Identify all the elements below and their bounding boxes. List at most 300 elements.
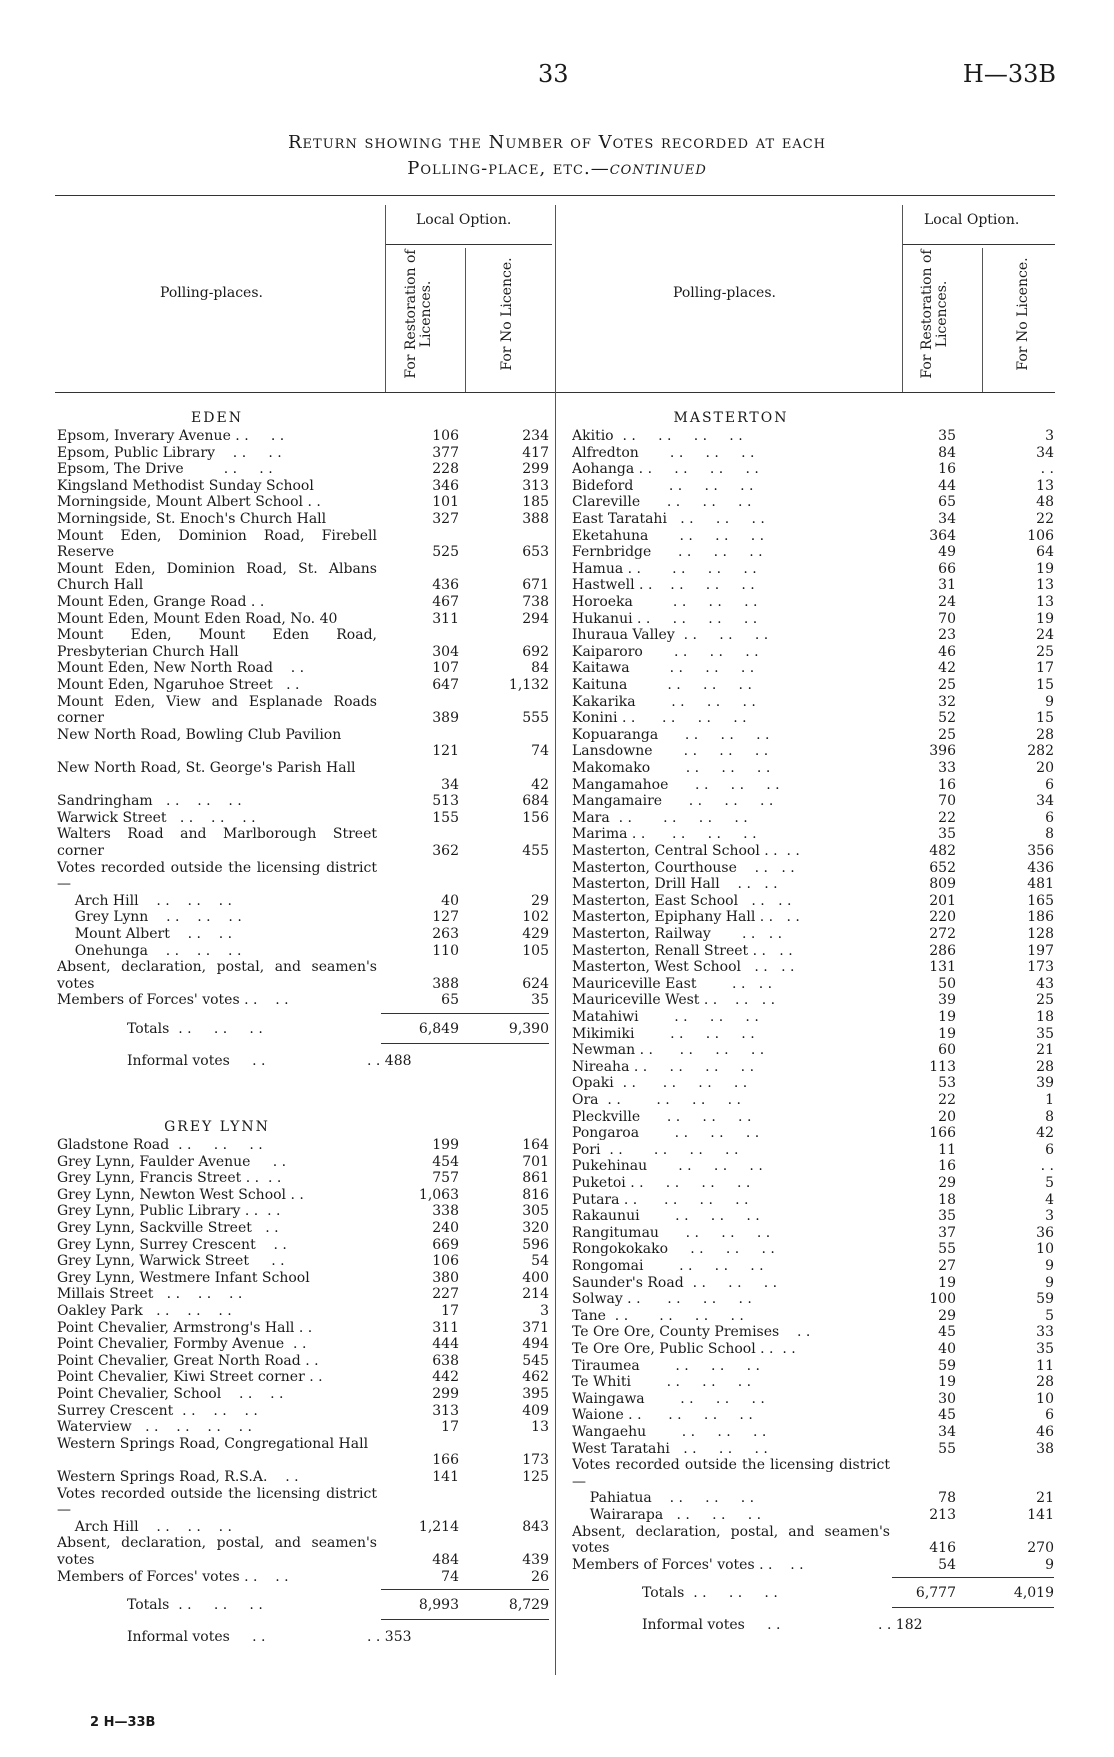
polling-place-name: Votes recorded outside the licensing district— (57, 1485, 377, 1519)
restoration-votes: 22 (938, 1092, 956, 1108)
polling-place-name: Grey Lynn, Faulder Avenue . . (57, 1153, 287, 1170)
polling-place-name: Sandringham . . . . . . (57, 793, 242, 810)
restoration-votes: 311 (432, 610, 459, 627)
polling-place-name: West Taratahi . . . . . . (572, 1440, 768, 1457)
restoration-votes: 32 (938, 693, 956, 710)
no-licence-votes: 861 (522, 1170, 549, 1187)
no-licence-votes: 3 (1045, 1208, 1054, 1225)
totals-bottom-rule (381, 1619, 549, 1620)
restoration-votes: 20 (938, 1108, 956, 1125)
no-licence-votes: 409 (522, 1402, 549, 1419)
no-licence-votes: 9 (1045, 693, 1054, 710)
no-licence-votes: 320 (522, 1220, 549, 1236)
polling-place-name: Waingawa . . . . . . (572, 1390, 765, 1407)
polling-place-name: Lansdowne . . . . . . (572, 743, 769, 760)
polling-place-name: Surrey Crescent . . . . . . (57, 1402, 258, 1419)
restoration-votes: 444 (432, 1336, 459, 1353)
informal-votes-label: Informal votes . . (642, 1617, 781, 1634)
restoration-votes: 220 (929, 909, 956, 926)
no-licence-votes: 19 (1036, 610, 1054, 627)
no-licence-votes: 684 (522, 793, 549, 810)
totals-restoration: 8,993 (418, 1597, 459, 1614)
polling-place-name: Te Ore Ore, Public School . . . . (572, 1341, 796, 1357)
no-licence-votes: 17 (1036, 660, 1054, 677)
right-col-divider-1 (902, 205, 903, 392)
no-licence-votes: 42 (1036, 1125, 1054, 1142)
polling-place-name: Oakley Park . . . . . . (57, 1303, 232, 1319)
polling-place-name: Votes recorded outside the licensing district— (572, 1457, 890, 1490)
no-licence-votes: 46 (1036, 1424, 1054, 1440)
restoration-votes: 18 (938, 1191, 956, 1208)
restoration-votes: 70 (938, 793, 956, 810)
restoration-votes: 30 (938, 1390, 956, 1407)
no-licence-votes: 455 (522, 842, 549, 859)
polling-place-name: Grey Lynn, Sackville Street . . (57, 1220, 279, 1236)
polling-place-name: Clareville . . . . . . (572, 494, 752, 511)
restoration-votes: 35 (938, 826, 956, 843)
no-licence-votes: 5 (1045, 1175, 1054, 1191)
polling-place-name: Point Chevalier, School . . . . (57, 1386, 284, 1402)
no-licence-votes: 313 (522, 477, 549, 494)
left-col-divider-1 (385, 205, 386, 392)
restoration-votes: 49 (938, 544, 956, 561)
polling-place-name: Grey Lynn, Francis Street . . . . (57, 1170, 282, 1187)
polling-place-name: Masterton, Renall Street . . . . (572, 942, 793, 959)
restoration-votes: 101 (432, 494, 459, 511)
polling-place-name: Mount Eden, Dominion Road, Firebell Reserve (57, 527, 377, 561)
no-licence-votes: 5 (1045, 1307, 1054, 1324)
restoration-votes: 70 (938, 610, 956, 627)
polling-place-name: Puketoi . . . . . . . . (572, 1175, 751, 1191)
totals-rule (381, 1589, 549, 1590)
polling-place-name: Mauriceville East . . . . (572, 975, 773, 992)
left-polling-places-header: Polling-places. (160, 285, 263, 301)
polling-place-name: Point Chevalier, Great North Road . . (57, 1352, 319, 1369)
restoration-votes: 484 (432, 1551, 459, 1568)
no-licence-votes: 6 (1045, 1407, 1054, 1424)
polling-place-name: Makomako . . . . . . (572, 760, 771, 776)
no-licence-votes: 165 (1027, 892, 1054, 909)
no-licence-votes: 10 (1036, 1241, 1054, 1258)
no-licence-votes: 692 (522, 643, 549, 660)
restoration-votes: 525 (432, 544, 459, 561)
restoration-votes: 100 (929, 1291, 956, 1308)
polling-place-name: Mount Eden, Ngaruhoe Street . . (57, 677, 300, 693)
left-local-option-header: Local Option. (416, 212, 512, 228)
restoration-votes: 346 (432, 477, 459, 494)
polling-place-name: Absent, declaration, postal, and seamen's votes (57, 959, 377, 992)
no-licence-votes: 173 (522, 1452, 549, 1469)
totals-restoration: 6,777 (915, 1585, 956, 1602)
totals-bottom-rule (381, 1043, 549, 1044)
polling-place-name: Masterton, Central School . . . . (572, 843, 800, 859)
restoration-votes: 1,063 (418, 1186, 459, 1203)
totals-rule (892, 1577, 1054, 1578)
no-licence-votes: 48 (1036, 494, 1054, 511)
polling-place-name: Grey Lynn, Public Library . . . . (57, 1203, 281, 1220)
restoration-votes: 44 (938, 477, 956, 494)
no-licence-votes: 6 (1045, 809, 1054, 826)
restoration-votes: 40 (441, 892, 459, 909)
restoration-votes: 35 (938, 428, 956, 444)
polling-place-name: Wairarapa . . . . . . (572, 1507, 762, 1523)
restoration-votes: 141 (432, 1469, 459, 1485)
no-licence-votes: 24 (1036, 627, 1054, 644)
restoration-votes: 27 (938, 1258, 956, 1274)
polling-place-name: Members of Forces' votes . . . . (572, 1556, 804, 1573)
restoration-votes: 263 (432, 926, 459, 942)
restoration-votes: 34 (938, 511, 956, 527)
title-line-2 (0, 156, 1114, 182)
polling-place-name: Wangaehu . . . . . . (572, 1424, 767, 1440)
polling-place-name: Alfredton . . . . . . (572, 444, 755, 461)
table-top-rule (55, 195, 1055, 196)
informal-votes-value: . . 488 (367, 1053, 412, 1069)
polling-place-name: Millais Street . . . . . . (57, 1286, 243, 1303)
restoration-votes: 34 (441, 776, 459, 793)
no-licence-votes: 3 (540, 1303, 549, 1319)
no-licence-votes: 22 (1036, 511, 1054, 527)
restoration-votes: 482 (929, 843, 956, 859)
polling-place-name: Walters Road and Marlborough Street corner (57, 826, 377, 859)
polling-place-name: Waterview . . . . . . . . (57, 1419, 252, 1436)
polling-place-name: Saunder's Road . . . . . . (572, 1274, 778, 1291)
no-licence-votes: 35 (1036, 1341, 1054, 1357)
polling-place-name: Epsom, Inverary Avenue . . . . (57, 428, 285, 444)
restoration-votes: 286 (929, 942, 956, 959)
restoration-votes: 155 (432, 809, 459, 826)
polling-place-name: Ora . . . . . . . . (572, 1092, 741, 1108)
no-licence-votes: 34 (1036, 793, 1054, 810)
no-licence-votes: 105 (522, 942, 549, 959)
polling-place-name: Mount Eden, Mount Eden Road, Presbyterian Church Hall (57, 627, 377, 660)
no-licence-votes: 197 (1027, 942, 1054, 959)
no-licence-votes: 11 (1036, 1357, 1054, 1374)
no-licence-votes: 1,132 (508, 677, 549, 693)
polling-place-name: Mauriceville West . . . . . . (572, 992, 776, 1009)
restoration-votes: 35 (938, 1208, 956, 1225)
no-licence-votes: 417 (522, 444, 549, 461)
restoration-votes: 16 (938, 776, 956, 793)
no-licence-votes: 653 (522, 544, 549, 561)
restoration-votes: 65 (938, 494, 956, 511)
section-title: MASTERTON (673, 410, 789, 426)
polling-place-name: New North Road, Bowling Club Pavilion (57, 726, 342, 743)
no-licence-votes: 4 (1045, 1191, 1054, 1208)
no-licence-votes: 395 (522, 1386, 549, 1402)
polling-place-name: Hamua . . . . . . . . (572, 560, 757, 577)
section-title: GREY LYNN (164, 1119, 270, 1135)
no-licence-votes: 39 (1036, 1075, 1054, 1092)
no-licence-votes: 186 (1027, 909, 1054, 926)
document-code: H—33B (962, 60, 1056, 88)
polling-place-name: Solway . . . . . . . . (572, 1291, 752, 1308)
restoration-votes: 11 (938, 1141, 956, 1158)
polling-place-name: Masterton, Epiphany Hall . . . . (572, 909, 800, 926)
polling-place-name: Marima . . . . . . . . (572, 826, 757, 843)
polling-place-name: Western Springs Road, R.S.A. . . (57, 1469, 299, 1485)
no-licence-votes: 270 (1027, 1540, 1054, 1557)
restoration-votes: 362 (432, 842, 459, 859)
no-licence-votes: 125 (522, 1469, 549, 1485)
restoration-votes: 55 (938, 1440, 956, 1457)
polling-place-name: Masterton, West School . . . . (572, 959, 795, 976)
polling-place-name: Akitio . . . . . . . . (572, 428, 743, 444)
restoration-votes: 54 (938, 1556, 956, 1573)
polling-place-name: Rakaunui . . . . . . (572, 1208, 760, 1225)
no-licence-votes: 13 (1036, 594, 1054, 610)
restoration-votes: 55 (938, 1241, 956, 1258)
restoration-votes: 201 (929, 892, 956, 909)
polling-place-name: Epsom, Public Library . . . . (57, 444, 282, 461)
no-licence-votes: 13 (531, 1419, 549, 1436)
no-licence-votes: 156 (522, 809, 549, 826)
no-licence-votes: 388 (522, 511, 549, 527)
no-licence-votes: 9 (1045, 1258, 1054, 1274)
no-licence-votes: 25 (1036, 992, 1054, 1009)
polling-place-name: Kaiparoro . . . . . . (572, 643, 759, 660)
polling-place-name: Western Springs Road, Congregational Hall (57, 1435, 369, 1452)
restoration-votes: 442 (432, 1369, 459, 1386)
restoration-votes: 19 (938, 1009, 956, 1025)
polling-place-name: Ihuraua Valley . . . . . . (572, 627, 769, 644)
polling-place-name: Kaitawa . . . . . . (572, 660, 755, 677)
no-licence-votes: 185 (522, 494, 549, 511)
restoration-votes: 669 (432, 1236, 459, 1253)
restoration-votes: 113 (929, 1058, 956, 1075)
no-licence-votes: 141 (1027, 1507, 1054, 1523)
restoration-votes: 311 (432, 1319, 459, 1336)
no-licence-votes: 19 (1036, 560, 1054, 577)
restoration-votes: 121 (432, 743, 459, 760)
no-licence-votes: . . (1040, 461, 1054, 478)
restoration-votes: 37 (938, 1224, 956, 1241)
polling-place-name: Warwick Street . . . . . . (57, 809, 256, 826)
no-licence-votes: 54 (531, 1253, 549, 1270)
totals-no-licence: 4,019 (1013, 1585, 1054, 1602)
informal-votes-label: Informal votes . . (127, 1053, 266, 1069)
no-licence-votes: 106 (1027, 527, 1054, 544)
polling-place-name: Kopuaranga . . . . . . (572, 726, 770, 743)
no-licence-votes: 35 (1036, 1025, 1054, 1042)
section-title: EDEN (191, 410, 243, 426)
no-licence-votes: 8 (1045, 826, 1054, 843)
restoration-votes: 45 (938, 1324, 956, 1341)
no-licence-votes: 43 (1036, 975, 1054, 992)
restoration-votes: 436 (432, 577, 459, 594)
no-licence-votes: 38 (1036, 1440, 1054, 1457)
no-licence-votes: 10 (1036, 1390, 1054, 1407)
polling-place-name: Arch Hill . . . . . . (57, 892, 233, 909)
no-licence-votes: 18 (1036, 1009, 1054, 1025)
polling-place-name: Mangamahoe . . . . . . (572, 776, 780, 793)
no-licence-votes: 3 (1045, 428, 1054, 444)
restoration-votes: 652 (929, 859, 956, 876)
restoration-votes: 17 (441, 1303, 459, 1319)
restoration-votes: 16 (938, 1158, 956, 1175)
right-local-option-header: Local Option. (924, 212, 1020, 228)
restoration-votes: 228 (432, 461, 459, 478)
restoration-votes: 110 (432, 942, 459, 959)
right-col-divider-2 (982, 248, 983, 392)
polling-place-name: Mount Eden, View and Esplanade Roads corner (57, 693, 377, 727)
restoration-votes: 25 (938, 726, 956, 743)
polling-place-name: Te Whiti . . . . . . (572, 1374, 752, 1391)
restoration-votes: 166 (432, 1452, 459, 1469)
polling-place-name: Pukehinau . . . . . . (572, 1158, 763, 1175)
polling-place-name: Pleckville . . . . . . (572, 1108, 752, 1125)
left-no-licence-header: For No Licence. (499, 257, 515, 371)
restoration-votes: 29 (938, 1307, 956, 1324)
polling-place-name: Onehunga . . . . . . (57, 942, 242, 959)
polling-place-name: Mount Eden, New North Road . . (57, 660, 305, 677)
restoration-votes: 34 (938, 1424, 956, 1440)
restoration-votes: 65 (441, 992, 459, 1009)
no-licence-votes: 33 (1036, 1324, 1054, 1341)
restoration-votes: 127 (432, 909, 459, 926)
polling-place-name: Rongokokako . . . . . . (572, 1241, 775, 1258)
restoration-votes: 84 (938, 444, 956, 461)
restoration-votes: 396 (929, 743, 956, 760)
no-licence-votes: 164 (522, 1137, 549, 1153)
polling-place-name: Kingsland Methodist Sunday School (57, 477, 314, 494)
polling-place-name: Kakarika . . . . . . (572, 693, 756, 710)
no-licence-votes: 20 (1036, 760, 1054, 776)
polling-place-name: Mount Albert . . . . (57, 926, 233, 942)
polling-place-name: Aohanga . . . . . . . . (572, 461, 759, 478)
restoration-votes: 240 (432, 1220, 459, 1236)
document-title (0, 130, 1114, 182)
no-licence-votes: 624 (522, 975, 549, 992)
polling-place-name: Rongomai . . . . . . (572, 1258, 764, 1274)
no-licence-votes: 13 (1036, 477, 1054, 494)
polling-place-name: East Taratahi . . . . . . (572, 511, 765, 527)
polling-place-name: Pongaroa . . . . . . (572, 1125, 760, 1142)
restoration-votes: 78 (938, 1490, 956, 1507)
restoration-votes: 1,214 (418, 1518, 459, 1535)
restoration-votes: 52 (938, 710, 956, 727)
restoration-votes: 33 (938, 760, 956, 776)
restoration-votes: 364 (929, 527, 956, 544)
polling-place-name: Masterton, East School . . . . (572, 892, 792, 909)
restoration-votes: 199 (432, 1137, 459, 1153)
no-licence-votes: 29 (531, 892, 549, 909)
polling-place-name: Pori . . . . . . . . (572, 1141, 739, 1158)
totals-restoration: 6,849 (418, 1021, 459, 1037)
polling-place-name: Point Chevalier, Armstrong's Hall . . (57, 1319, 313, 1336)
restoration-votes: 809 (929, 876, 956, 893)
polling-place-name: Arch Hill . . . . . . (57, 1518, 233, 1535)
polling-place-name: Konini . . . . . . . . (572, 710, 747, 727)
no-licence-votes: 6 (1045, 1141, 1054, 1158)
polling-place-name: Opaki . . . . . . . . (572, 1075, 748, 1092)
polling-place-name: Grey Lynn, Westmere Infant School (57, 1269, 310, 1286)
no-licence-votes: 34 (1036, 444, 1054, 461)
restoration-votes: 53 (938, 1075, 956, 1092)
restoration-votes: 338 (432, 1203, 459, 1220)
restoration-votes: 16 (938, 461, 956, 478)
restoration-votes: 638 (432, 1352, 459, 1369)
polling-place-name: Newman . . . . . . . . (572, 1042, 765, 1059)
polling-place-name: Grey Lynn, Newton West School . . (57, 1186, 304, 1203)
restoration-votes: 227 (432, 1286, 459, 1303)
restoration-votes: 106 (432, 1253, 459, 1270)
restoration-votes: 46 (938, 643, 956, 660)
totals-rule (381, 1013, 549, 1014)
restoration-votes: 24 (938, 594, 956, 610)
no-licence-votes: 173 (1027, 959, 1054, 976)
restoration-votes: 19 (938, 1025, 956, 1042)
no-licence-votes: 28 (1036, 1058, 1054, 1075)
no-licence-votes: 15 (1036, 710, 1054, 727)
restoration-votes: 131 (929, 959, 956, 976)
restoration-votes: 40 (938, 1341, 956, 1357)
no-licence-votes: 545 (522, 1352, 549, 1369)
polling-place-name: Members of Forces' votes . . . . (57, 992, 289, 1009)
no-licence-votes: 28 (1036, 726, 1054, 743)
no-licence-votes: 21 (1036, 1042, 1054, 1059)
right-polling-places-header: Polling-places. (673, 285, 776, 301)
no-licence-votes: 214 (522, 1286, 549, 1303)
polling-place-name: Eketahuna . . . . . . (572, 527, 765, 544)
no-licence-votes: 371 (522, 1319, 549, 1336)
restoration-votes: 299 (432, 1386, 459, 1402)
restoration-votes: 647 (432, 677, 459, 693)
polling-place-name: Grey Lynn . . . . . . (57, 909, 242, 926)
restoration-votes: 380 (432, 1269, 459, 1286)
restoration-votes: 213 (929, 1507, 956, 1523)
no-licence-votes: 6 (1045, 776, 1054, 793)
polling-place-name: Mount Eden, Dominion Road, St. Albans Church Hall (57, 560, 377, 594)
no-licence-votes: 701 (522, 1153, 549, 1170)
polling-place-name: Votes recorded outside the licensing district— (57, 859, 377, 893)
restoration-votes: 166 (929, 1125, 956, 1142)
polling-place-name: Grey Lynn, Warwick Street . . (57, 1253, 285, 1270)
restoration-votes: 39 (938, 992, 956, 1009)
totals-no-licence: 9,390 (508, 1021, 549, 1037)
polling-place-name: Mikimiki . . . . . . (572, 1025, 755, 1042)
left-col-divider-2 (465, 248, 466, 392)
restoration-votes: 757 (432, 1170, 459, 1187)
restoration-votes: 45 (938, 1407, 956, 1424)
polling-place-name: Waione . . . . . . . . (572, 1407, 753, 1424)
restoration-votes: 59 (938, 1357, 956, 1374)
restoration-votes: 416 (929, 1540, 956, 1557)
restoration-votes: 272 (929, 926, 956, 942)
totals-label: Totals . . . . . . (642, 1585, 778, 1602)
polling-place-name: Te Ore Ore, County Premises . . (572, 1324, 811, 1341)
title-continued: —continued (590, 158, 707, 179)
polling-place-name: Epsom, The Drive . . . . (57, 461, 273, 478)
polling-place-name: Mara . . . . . . . . (572, 809, 748, 826)
center-divider (555, 205, 556, 1675)
right-no-licence-header: For No Licence. (1015, 257, 1031, 371)
no-licence-votes: 8 (1045, 1108, 1054, 1125)
no-licence-votes: 128 (1027, 926, 1054, 942)
page-number: 33 (538, 60, 569, 88)
totals-bottom-rule (892, 1607, 1054, 1608)
polling-place-name: Grey Lynn, Surrey Crescent . . (57, 1236, 287, 1253)
no-licence-votes: 26 (531, 1568, 549, 1585)
no-licence-votes: 102 (522, 909, 549, 926)
no-licence-votes: 816 (522, 1186, 549, 1203)
no-licence-votes: 15 (1036, 677, 1054, 693)
polling-place-name: Rangitumau . . . . . . (572, 1224, 771, 1241)
restoration-votes: 29 (938, 1175, 956, 1191)
restoration-votes: 313 (432, 1402, 459, 1419)
polling-place-name: New North Road, St. George's Parish Hall (57, 760, 356, 776)
polling-place-name: Morningside, St. Enoch's Church Hall (57, 511, 327, 527)
